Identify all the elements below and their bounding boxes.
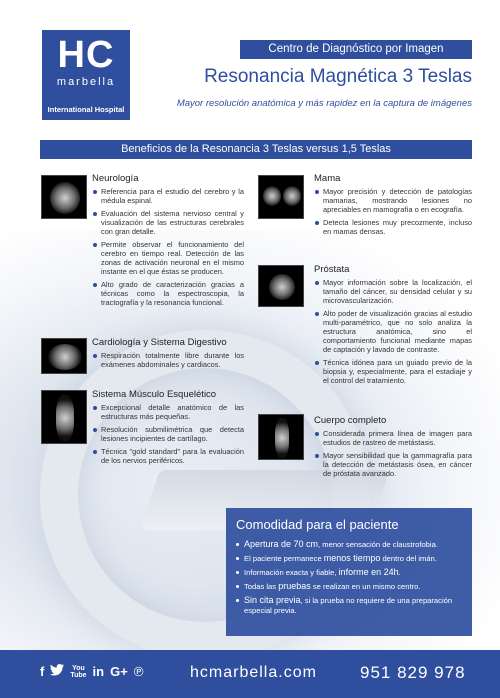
list-item: Respiración totalmente libre durante los exámenes abdominales y cardiacos.: [92, 351, 244, 369]
list-item: Todas las pruebas se realizan en un mismo centro.: [236, 581, 462, 592]
phone-number[interactable]: 951 829 978: [360, 663, 466, 682]
musculoskeletal-mri-image: [41, 390, 87, 444]
breast-mri-image: [258, 175, 304, 219]
pinterest-icon[interactable]: ℗: [133, 664, 144, 679]
comfort-title: Comodidad para el paciente: [236, 517, 399, 532]
website-link[interactable]: hcmarbella.com: [190, 664, 317, 681]
patient-comfort-box: [226, 508, 472, 636]
page-subtitle: Mayor resolución anatómica y más rapidez en la captura de imágenes: [176, 98, 472, 109]
section-title: Mama: [314, 173, 341, 184]
list-item: Permite observar el funcionamiento del cerebro en tiempo real. Detección de las zonas de activación neuronal en el mismo instante en el que éstas se producen.: [92, 240, 244, 276]
section-title: Sistema Músculo Esquelético: [92, 389, 217, 400]
linkedin-icon[interactable]: in: [92, 664, 105, 679]
page-title: Resonancia Magnética 3 Teslas: [204, 66, 472, 87]
list-item: Detecta lesiones muy precozmente, incluso en mamas densas.: [314, 218, 472, 236]
list-item: Apertura de 70 cm, menor sensación de claustrofobia.: [236, 539, 462, 550]
list-item: Información exacta y fiable, informe en 24h.: [236, 567, 462, 578]
cardiology-mri-image: [41, 338, 87, 374]
section-neurology: [92, 174, 244, 311]
list-item: Alto grado de caracterización gracias a técnicas como la espectroscopia, la tractografía y la resonancia funcional.: [92, 280, 244, 307]
footer: [0, 650, 500, 698]
section-title: Próstata: [314, 264, 350, 275]
google-plus-icon[interactable]: G+: [110, 664, 128, 679]
list-item: Mayor información sobre la localización, el tamaño del cáncer, su densidad celular y su microvascularización.: [314, 278, 472, 305]
list-item: El paciente permanece menos tiempo dentro del imán.: [236, 553, 462, 564]
section-whole-body: [314, 416, 472, 482]
section-breast: [314, 174, 472, 240]
list-item: Sin cita previa, si la prueba no requiere de una preparación especial previa.: [236, 595, 462, 616]
section-prostate: [314, 265, 472, 389]
section-title: Cardiología y Sistema Digestivo: [92, 337, 227, 348]
list-item: Mayor precisión y detección de patologías mamarias, mostrando lesiones no apreciables en mamografía o en ecografía.: [314, 187, 472, 214]
section-title: Neurología: [92, 173, 139, 184]
list-item: Alto poder de visualización gracias al estudio multi-paramétrico, que no solo analiza la estructura anatómica, sino el comportamiento funcional mediante mapas de captación y lavado de contraste.: [314, 309, 472, 354]
section-musculoskeletal: [92, 390, 244, 469]
list-item: Excepcional detalle anatómico de las estructuras más pequeñas.: [92, 403, 244, 421]
logo-hc: HC: [57, 34, 115, 76]
hc-marbella-logo: [42, 30, 130, 120]
list-item: Mayor sensibilidad que la gammagrafía para la detección de metástasis ósea, en cáncer de próstata avanzado.: [314, 451, 472, 478]
twitter-icon[interactable]: [50, 664, 64, 679]
logo-city: marbella: [56, 76, 116, 88]
list-item: Considerada primera línea de imagen para estudios de rastreo de metástasis.: [314, 429, 472, 447]
whole-body-mri-image: [258, 414, 304, 460]
list-item: Referencia para el estudio del cerebro y la médula espinal.: [92, 187, 244, 205]
logo-hospital: International Hospital: [47, 105, 125, 114]
list-item: Evaluación del sistema nervioso central y visualización de las estructuras cerebrales con gran detalle.: [92, 209, 244, 236]
list-item: Resolución submilimétrica que detecta lesiones incipientes de cartílago.: [92, 425, 244, 443]
benefits-banner: Beneficios de la Resonancia 3 Teslas versus 1,5 Teslas: [40, 140, 472, 159]
social-links: [40, 664, 143, 679]
prostate-mri-image: [258, 265, 304, 307]
list-item: Técnica idónea para un guiado previo de la biopsia y, especialmente, para el estadiaje y el control del tratamiento.: [314, 358, 472, 385]
neurology-mri-image: [41, 175, 87, 219]
section-cardiology: [92, 338, 244, 373]
list-item: Técnica "gold standard" para la evaluación de los nervios periféricos.: [92, 447, 244, 465]
diagnostic-center-banner: Centro de Diagnóstico por Imagen: [240, 40, 472, 59]
facebook-icon[interactable]: f: [40, 664, 45, 679]
section-title: Cuerpo completo: [314, 415, 387, 426]
youtube-icon[interactable]: You Tube: [70, 664, 87, 679]
